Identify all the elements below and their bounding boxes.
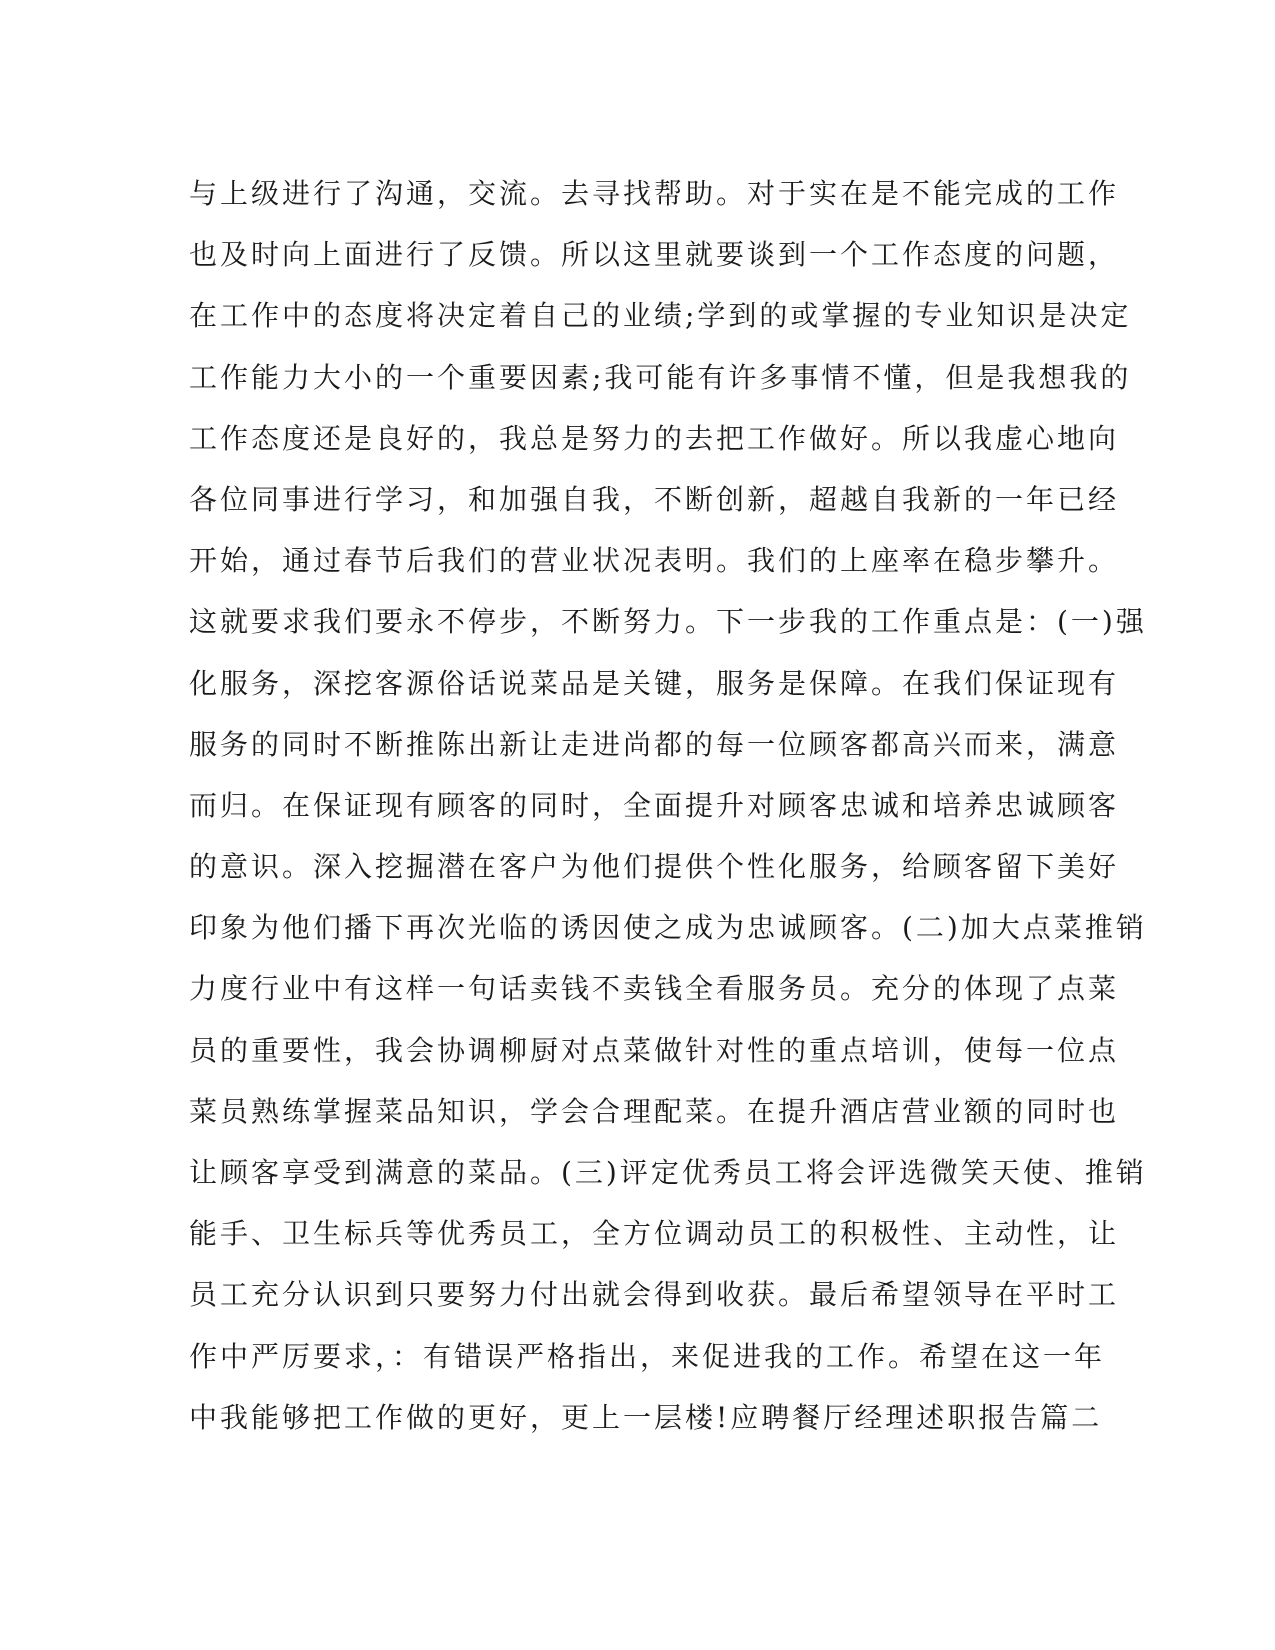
text-line: 各位同事进行学习，和加强自我，不断创新，超越自我新的一年已经 bbox=[189, 482, 1120, 516]
text-line: 开始，通过春节后我们的营业状况表明。我们的上座率在稳步攀升。 bbox=[189, 544, 1120, 578]
text-line: 让顾客享受到满意的菜品。(三)评定优秀员工将会评选微笑天使、推销 bbox=[189, 1156, 1147, 1189]
text-line: 工作能力大小的一个重要因素;我可能有许多事情不懂，但是我想我的 bbox=[189, 360, 1132, 394]
text-line: 工作态度还是良好的，我总是努力的去把工作做好。所以我虚心地向 bbox=[189, 421, 1120, 455]
text-line: 作中严厉要求，：有错误严格指出，来促进我的工作。希望在这一年 bbox=[189, 1339, 1106, 1373]
text-line: 印象为他们播下再次光临的诱因使之成为忠诚顾客。(二)加大点菜推销 bbox=[189, 911, 1147, 945]
text-line: 也及时向上面进行了反馈。所以这里就要谈到一个工作态度的问题， bbox=[189, 238, 1120, 272]
text-line: 在工作中的态度将决定着自己的业绩;学到的或掌握的专业知识是决定 bbox=[189, 299, 1132, 333]
text-line: 菜员熟练掌握菜品知识，学会合理配菜。在提升酒店营业额的同时也 bbox=[189, 1094, 1120, 1128]
text-line: 中我能够把工作做的更好，更上一层楼!应聘餐厅经理述职报告篇二 bbox=[189, 1400, 1103, 1434]
text-line: 员工充分认识到只要努力付出就会得到收获。最后希望领导在平时工 bbox=[189, 1278, 1120, 1312]
text-line: 而归。在保证现有顾客的同时，全面提升对顾客忠诚和培养忠诚顾客 bbox=[189, 788, 1120, 822]
text-line: 员的重要性，我会协调柳厨对点菜做针对性的重点培训，使每一位点 bbox=[189, 1033, 1120, 1067]
text-line: 与上级进行了沟通，交流。去寻找帮助。对于实在是不能完成的工作 bbox=[189, 177, 1120, 210]
text-line: 服务的同时不断推陈出新让走进尚都的每一位顾客都高兴而来，满意 bbox=[189, 727, 1120, 761]
text-line: 能手、卫生标兵等优秀员工，全方位调动员工的积极性、主动性，让 bbox=[189, 1217, 1120, 1251]
text-line: 这就要求我们要永不停步，不断努力。下一步我的工作重点是：(一)强 bbox=[189, 605, 1147, 639]
text-line: 力度行业中有这样一句话卖钱不卖钱全看服务员。充分的体现了点菜 bbox=[189, 972, 1120, 1006]
text-line: 的意识。深入挖掘潜在客户为他们提供个性化服务，给顾客留下美好 bbox=[189, 850, 1120, 884]
text-line: 化服务，深挖客源俗话说菜品是关键，服务是保障。在我们保证现有 bbox=[189, 666, 1120, 700]
body-text bbox=[189, 163, 1147, 1448]
